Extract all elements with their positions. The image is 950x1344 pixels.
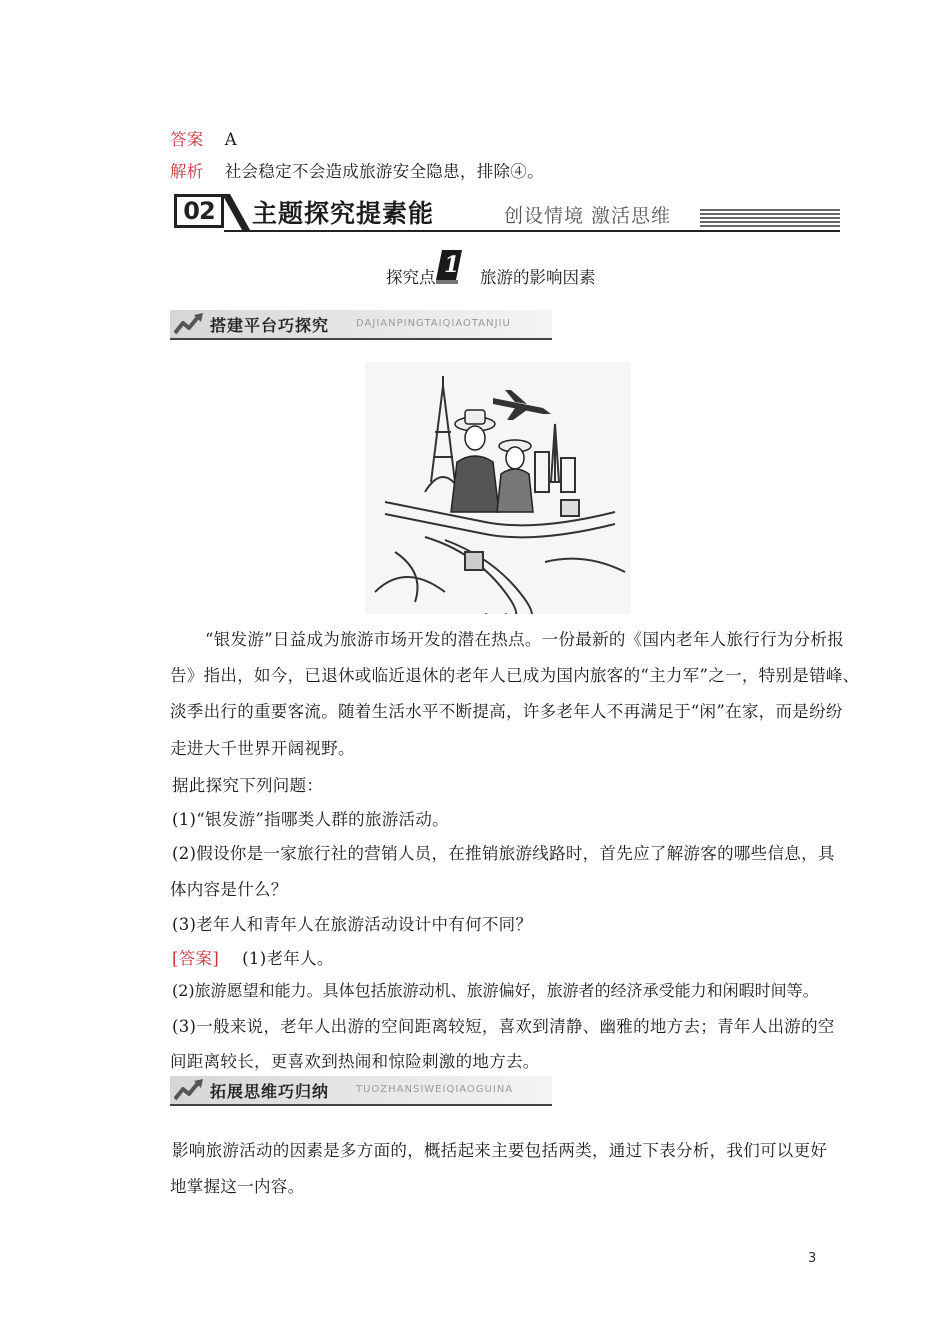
section-header-pinyin: TUOZHANSIWEIQIAOGUINA <box>356 1084 514 1095</box>
questions-intro: 据此探究下列问题： <box>172 776 324 795</box>
section-number: 02 <box>174 194 224 228</box>
answer-value: A <box>224 130 237 149</box>
question-2-line-2: 体内容是什么？ <box>170 880 288 899</box>
explore-point-prefix: 探究点 <box>386 268 436 287</box>
conclusion-line-1: 影响旅游活动的因素是多方面的，概括起来主要包括两类，通过下表分析，我们可以更好 <box>172 1141 828 1160</box>
banner-hatch-decoration <box>700 209 840 229</box>
banner-rule <box>224 230 840 232</box>
answer-3-line-2: 间距离较长，更喜欢到热闹和惊险刺激的地方去。 <box>170 1052 540 1071</box>
banner-slash-icon <box>222 194 252 232</box>
answer-label: 答案 <box>170 130 204 149</box>
trend-chart-icon <box>174 1079 204 1101</box>
section-header-expand-thinking <box>170 1076 552 1108</box>
analysis-text: 社会稳定不会造成旅游安全隐患，排除④。 <box>224 162 544 181</box>
travel-illustration <box>365 362 631 614</box>
trend-chart-icon <box>174 313 204 335</box>
passage-line-4: 走进大千世界开阔视野。 <box>170 739 355 758</box>
analysis-line <box>170 158 544 182</box>
answer-1-line <box>172 945 334 969</box>
section-header-build-platform <box>170 310 552 342</box>
question-2-line-1: (2)假设你是一家旅行社的营销人员，在推销旅游线路时，首先应了解游客的哪些信息，具 <box>172 844 835 863</box>
banner-subtitle: 创设情境 激活思维 <box>504 205 672 227</box>
question-1: (1)“银发游”指哪类人群的旅游活动。 <box>172 810 449 829</box>
answer-bracket-label: [答案] <box>172 949 220 968</box>
answer-2: (2)旅游愿望和能力。具体包括旅游动机、旅游偏好，旅游者的经济承受能力和闲暇时间等。 <box>172 981 819 1000</box>
answer-line <box>170 126 237 150</box>
passage-line-2: 告》指出，如今，已退休或临近退休的老年人已成为国内旅客的“主力军”之一，特别是错峰、 <box>170 666 860 685</box>
page-number: 3 <box>808 1251 817 1266</box>
section-banner <box>170 190 842 236</box>
answer-1: (1)老年人。 <box>242 949 334 968</box>
banner-title: 主题探究提素能 <box>252 199 435 228</box>
section-header-label: 搭建平台巧探究 <box>210 316 330 335</box>
passage-line-3: 淡季出行的重要客流。随着生活水平不断提高，许多老年人不再满足于“闲”在家，而是纷纷 <box>170 702 843 721</box>
section-header-label: 拓展思维巧归纳 <box>210 1082 330 1101</box>
answer-3-line-1: (3)一般来说，老年人出游的空间距离较短，喜欢到清静、幽雅的地方去；青年人出游的空 <box>172 1017 835 1036</box>
question-3: (3)老年人和青年人在旅游活动设计中有何不同？ <box>172 915 533 934</box>
analysis-label: 解析 <box>170 162 204 181</box>
explore-point-title: 旅游的影响因素 <box>480 268 596 287</box>
passage-line-1: “银发游”日益成为旅游市场开发的潜在热点。一份最新的《国内老年人旅行行为分析报 <box>205 630 845 649</box>
conclusion-line-2: 地掌握这一内容。 <box>170 1177 305 1196</box>
section-header-pinyin: DAJIANPINGTAIQIAOTANJIU <box>356 318 511 329</box>
explore-point-number: 1 <box>444 252 460 278</box>
